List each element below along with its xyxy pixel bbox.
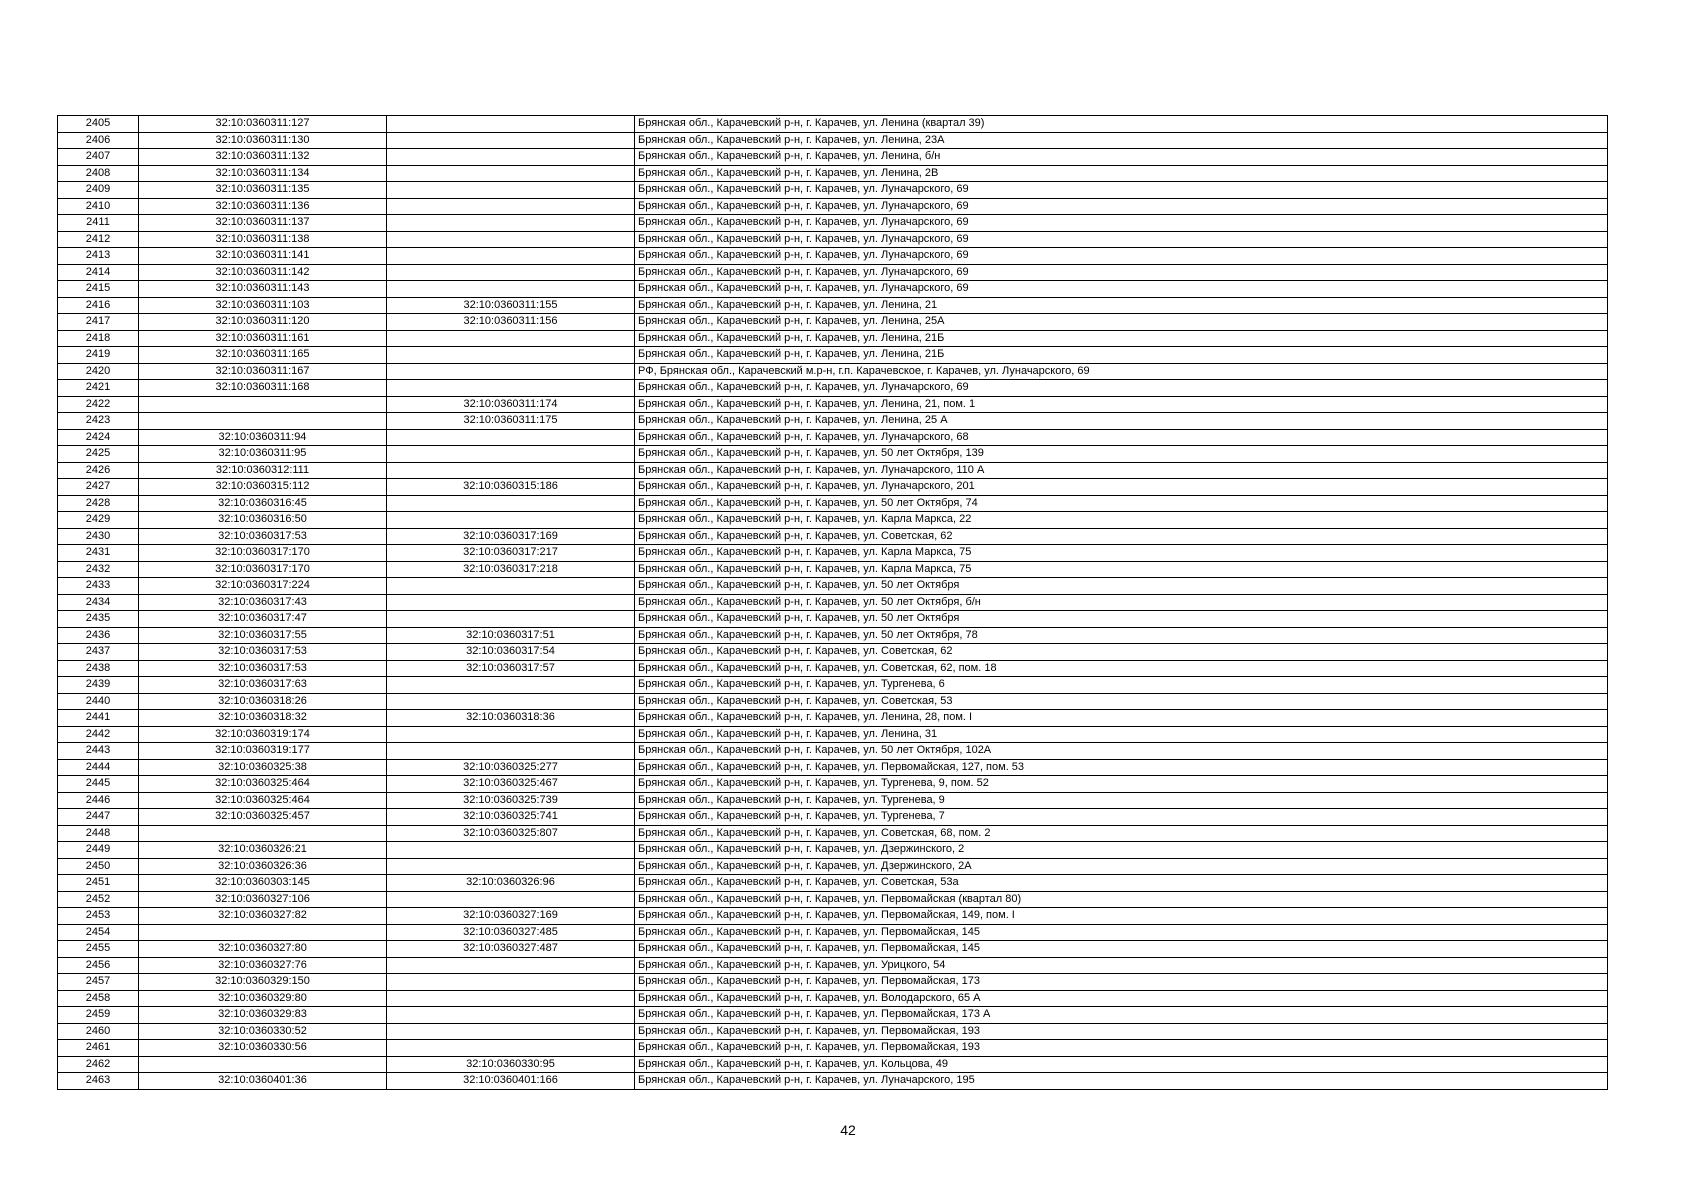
cadastral-number-cell: 32:10:0360329:83 xyxy=(139,1007,387,1024)
address-cell: Брянская обл., Карачевский р-н, г. Карачев, ул. Ленина, 21Б xyxy=(635,330,1608,347)
cadastral-number-cell: 32:10:0360303:145 xyxy=(139,875,387,892)
address-cell: Брянская обл., Карачевский р-н, г. Карачев, ул. Луначарского, 69 xyxy=(635,198,1608,215)
table-row xyxy=(58,924,1608,941)
cadastral-number-cell: 32:10:0360311:95 xyxy=(139,446,387,463)
related-cadastral-number-cell xyxy=(387,429,635,446)
cadastral-number-cell: 32:10:0360311:161 xyxy=(139,330,387,347)
row-number-cell: 2459 xyxy=(58,1007,139,1024)
row-number-cell: 2435 xyxy=(58,611,139,628)
cadastral-number-cell: 32:10:0360317:53 xyxy=(139,644,387,661)
cadastral-number-cell: 32:10:0360311:167 xyxy=(139,363,387,380)
related-cadastral-number-cell xyxy=(387,1023,635,1040)
address-cell: Брянская обл., Карачевский р-н, г. Карачев, ул. Ленина, 21, пом. 1 xyxy=(635,396,1608,413)
cadastral-number-cell xyxy=(139,825,387,842)
address-cell: Брянская обл., Карачевский р-н, г. Карачев, ул. Кольцова, 49 xyxy=(635,1056,1608,1073)
related-cadastral-number-cell xyxy=(387,990,635,1007)
address-cell: Брянская обл., Карачевский р-н, г. Карачев, ул. Луначарского, 110 А xyxy=(635,462,1608,479)
cadastral-number-cell: 32:10:0360319:174 xyxy=(139,726,387,743)
table-row xyxy=(58,462,1608,479)
table-row xyxy=(58,825,1608,842)
row-number-cell: 2432 xyxy=(58,561,139,578)
row-number-cell: 2450 xyxy=(58,858,139,875)
cadastral-number-cell: 32:10:0360327:80 xyxy=(139,941,387,958)
row-number-cell: 2429 xyxy=(58,512,139,529)
table-row xyxy=(58,132,1608,149)
table-row xyxy=(58,1040,1608,1057)
cadastral-number-cell: 32:10:0360325:464 xyxy=(139,792,387,809)
address-cell: Брянская обл., Карачевский р-н, г. Карачев, ул. Первомайская, 127, пом. 53 xyxy=(635,759,1608,776)
cadastral-number-cell: 32:10:0360311:103 xyxy=(139,297,387,314)
table-row xyxy=(58,314,1608,331)
table-row xyxy=(58,215,1608,232)
address-cell: Брянская обл., Карачевский р-н, г. Карачев, ул. Карла Маркса, 22 xyxy=(635,512,1608,529)
table-row xyxy=(58,660,1608,677)
related-cadastral-number-cell xyxy=(387,198,635,215)
address-cell: Брянская обл., Карачевский р-н, г. Карачев, ул. Луначарского, 201 xyxy=(635,479,1608,496)
table-row xyxy=(58,264,1608,281)
registry-table xyxy=(57,115,1608,1090)
table-row xyxy=(58,743,1608,760)
row-number-cell: 2440 xyxy=(58,693,139,710)
related-cadastral-number-cell xyxy=(387,248,635,265)
address-cell: Брянская обл., Карачевский р-н, г. Карачев, ул. Ленина, 31 xyxy=(635,726,1608,743)
address-cell: Брянская обл., Карачевский р-н, г. Карачев, ул. 50 лет Октября xyxy=(635,611,1608,628)
related-cadastral-number-cell xyxy=(387,462,635,479)
address-cell: Брянская обл., Карачевский р-н, г. Карачев, ул. Первомайская, 145 xyxy=(635,924,1608,941)
table-row xyxy=(58,1023,1608,1040)
related-cadastral-number-cell xyxy=(387,858,635,875)
table-row xyxy=(58,759,1608,776)
row-number-cell: 2458 xyxy=(58,990,139,1007)
table-row xyxy=(58,182,1608,199)
related-cadastral-number-cell: 32:10:0360326:96 xyxy=(387,875,635,892)
cadastral-number-cell: 32:10:0360311:135 xyxy=(139,182,387,199)
address-cell: Брянская обл., Карачевский р-н, г. Карачев, ул. Луначарского, 69 xyxy=(635,248,1608,265)
address-cell: Брянская обл., Карачевский р-н, г. Карачев, ул. Первомайская, 193 xyxy=(635,1040,1608,1057)
related-cadastral-number-cell xyxy=(387,281,635,298)
row-number-cell: 2427 xyxy=(58,479,139,496)
table-row xyxy=(58,957,1608,974)
table-row xyxy=(58,347,1608,364)
related-cadastral-number-cell xyxy=(387,891,635,908)
cadastral-number-cell: 32:10:0360326:36 xyxy=(139,858,387,875)
table-row xyxy=(58,545,1608,562)
row-number-cell: 2431 xyxy=(58,545,139,562)
table-row xyxy=(58,248,1608,265)
cadastral-number-cell: 32:10:0360311:143 xyxy=(139,281,387,298)
cadastral-number-cell: 32:10:0360311:165 xyxy=(139,347,387,364)
address-cell: Брянская обл., Карачевский р-н, г. Карачев, ул. Луначарского, 69 xyxy=(635,264,1608,281)
table-row xyxy=(58,726,1608,743)
cadastral-number-cell: 32:10:0360329:150 xyxy=(139,974,387,991)
row-number-cell: 2457 xyxy=(58,974,139,991)
cadastral-number-cell: 32:10:0360325:457 xyxy=(139,809,387,826)
table-row xyxy=(58,479,1608,496)
related-cadastral-number-cell: 32:10:0360317:51 xyxy=(387,627,635,644)
cadastral-number-cell xyxy=(139,1056,387,1073)
related-cadastral-number-cell: 32:10:0360327:169 xyxy=(387,908,635,925)
table-row xyxy=(58,561,1608,578)
cadastral-number-cell: 32:10:0360317:224 xyxy=(139,578,387,595)
related-cadastral-number-cell xyxy=(387,726,635,743)
related-cadastral-number-cell xyxy=(387,380,635,397)
cadastral-number-cell: 32:10:0360311:134 xyxy=(139,165,387,182)
address-cell: Брянская обл., Карачевский р-н, г. Карачев, ул. Ленина, 28, пом. I xyxy=(635,710,1608,727)
related-cadastral-number-cell xyxy=(387,957,635,974)
table-row xyxy=(58,627,1608,644)
related-cadastral-number-cell xyxy=(387,347,635,364)
row-number-cell: 2434 xyxy=(58,594,139,611)
cadastral-number-cell xyxy=(139,396,387,413)
address-cell: Брянская обл., Карачевский р-н, г. Карачев, ул. Луначарского, 69 xyxy=(635,281,1608,298)
related-cadastral-number-cell: 32:10:0360317:218 xyxy=(387,561,635,578)
address-cell: Брянская обл., Карачевский р-н, г. Карачев, ул. Первомайская (квартал 80) xyxy=(635,891,1608,908)
address-cell: Брянская обл., Карачевский р-н, г. Карачев, ул. Ленина (квартал 39) xyxy=(635,116,1608,133)
address-cell: Брянская обл., Карачевский р-н, г. Карачев, ул. Советская, 62 xyxy=(635,644,1608,661)
cadastral-number-cell: 32:10:0360327:106 xyxy=(139,891,387,908)
cadastral-number-cell: 32:10:0360318:32 xyxy=(139,710,387,727)
cadastral-number-cell: 32:10:0360317:63 xyxy=(139,677,387,694)
address-cell: Брянская обл., Карачевский р-н, г. Карачев, ул. Володарского, 65 А xyxy=(635,990,1608,1007)
cadastral-number-cell: 32:10:0360325:38 xyxy=(139,759,387,776)
row-number-cell: 2425 xyxy=(58,446,139,463)
related-cadastral-number-cell xyxy=(387,446,635,463)
table-row xyxy=(58,891,1608,908)
address-cell: Брянская обл., Карачевский р-н, г. Карачев, ул. Луначарского, 68 xyxy=(635,429,1608,446)
related-cadastral-number-cell: 32:10:0360317:54 xyxy=(387,644,635,661)
cadastral-number-cell: 32:10:0360316:45 xyxy=(139,495,387,512)
table-row xyxy=(58,792,1608,809)
address-cell: Брянская обл., Карачевский р-н, г. Карачев, ул. Дзержинского, 2А xyxy=(635,858,1608,875)
address-cell: Брянская обл., Карачевский р-н, г. Карачев, ул. Ленина, 25 А xyxy=(635,413,1608,430)
related-cadastral-number-cell xyxy=(387,132,635,149)
related-cadastral-number-cell xyxy=(387,363,635,380)
address-cell: Брянская обл., Карачевский р-н, г. Карачев, ул. Первомайская, 145 xyxy=(635,941,1608,958)
address-cell: Брянская обл., Карачевский р-н, г. Карачев, ул. 50 лет Октября, 139 xyxy=(635,446,1608,463)
related-cadastral-number-cell: 32:10:0360327:485 xyxy=(387,924,635,941)
address-cell: Брянская обл., Карачевский р-н, г. Карачев, ул. 50 лет Октября, 74 xyxy=(635,495,1608,512)
cadastral-number-cell: 32:10:0360317:170 xyxy=(139,545,387,562)
related-cadastral-number-cell xyxy=(387,116,635,133)
row-number-cell: 2416 xyxy=(58,297,139,314)
address-cell: Брянская обл., Карачевский р-н, г. Карачев, ул. 50 лет Октября, 78 xyxy=(635,627,1608,644)
row-number-cell: 2461 xyxy=(58,1040,139,1057)
related-cadastral-number-cell: 32:10:0360325:467 xyxy=(387,776,635,793)
row-number-cell: 2412 xyxy=(58,231,139,248)
related-cadastral-number-cell: 32:10:0360327:487 xyxy=(387,941,635,958)
address-cell: Брянская обл., Карачевский р-н, г. Карачев, ул. Ленина, 21Б xyxy=(635,347,1608,364)
address-cell: Брянская обл., Карачевский р-н, г. Карачев, ул. Ленина, б/н xyxy=(635,149,1608,166)
row-number-cell: 2444 xyxy=(58,759,139,776)
address-cell: Брянская обл., Карачевский р-н, г. Карачев, ул. Дзержинского, 2 xyxy=(635,842,1608,859)
table-row xyxy=(58,1007,1608,1024)
table-row xyxy=(58,116,1608,133)
address-cell: РФ, Брянская обл., Карачевский м.р-н, г.п. Карачевское, г. Карачев, ул. Луначарского, 69 xyxy=(635,363,1608,380)
related-cadastral-number-cell xyxy=(387,677,635,694)
cadastral-number-cell: 32:10:0360401:36 xyxy=(139,1073,387,1090)
address-cell: Брянская обл., Карачевский р-н, г. Карачев, ул. Советская, 62, пом. 18 xyxy=(635,660,1608,677)
address-cell: Брянская обл., Карачевский р-н, г. Карачев, ул. Луначарского, 69 xyxy=(635,215,1608,232)
cadastral-number-cell: 32:10:0360319:177 xyxy=(139,743,387,760)
cadastral-number-cell: 32:10:0360311:142 xyxy=(139,264,387,281)
table-row xyxy=(58,594,1608,611)
table-row xyxy=(58,710,1608,727)
address-cell: Брянская обл., Карачевский р-н, г. Карачев, ул. Ленина, 2В xyxy=(635,165,1608,182)
address-cell: Брянская обл., Карачевский р-н, г. Карачев, ул. Луначарского, 69 xyxy=(635,182,1608,199)
table-row xyxy=(58,149,1608,166)
cadastral-number-cell: 32:10:0360318:26 xyxy=(139,693,387,710)
cadastral-number-cell: 32:10:0360317:53 xyxy=(139,660,387,677)
cadastral-number-cell: 32:10:0360312:111 xyxy=(139,462,387,479)
row-number-cell: 2414 xyxy=(58,264,139,281)
table-row xyxy=(58,974,1608,991)
table-row xyxy=(58,809,1608,826)
related-cadastral-number-cell xyxy=(387,495,635,512)
related-cadastral-number-cell xyxy=(387,842,635,859)
address-cell: Брянская обл., Карачевский р-н, г. Карачев, ул. Ленина, 21 xyxy=(635,297,1608,314)
cadastral-number-cell: 32:10:0360317:43 xyxy=(139,594,387,611)
table-row xyxy=(58,512,1608,529)
related-cadastral-number-cell xyxy=(387,512,635,529)
address-cell: Брянская обл., Карачевский р-н, г. Карачев, ул. Луначарского, 69 xyxy=(635,231,1608,248)
row-number-cell: 2442 xyxy=(58,726,139,743)
cadastral-number-cell: 32:10:0360327:82 xyxy=(139,908,387,925)
cadastral-number-cell: 32:10:0360330:56 xyxy=(139,1040,387,1057)
related-cadastral-number-cell xyxy=(387,743,635,760)
related-cadastral-number-cell: 32:10:0360311:156 xyxy=(387,314,635,331)
row-number-cell: 2420 xyxy=(58,363,139,380)
row-number-cell: 2460 xyxy=(58,1023,139,1040)
cadastral-number-cell: 32:10:0360311:141 xyxy=(139,248,387,265)
table-row xyxy=(58,231,1608,248)
table-row xyxy=(58,1073,1608,1090)
address-cell: Брянская обл., Карачевский р-н, г. Карачев, ул. Первомайская, 193 xyxy=(635,1023,1608,1040)
address-cell: Брянская обл., Карачевский р-н, г. Карачев, ул. 50 лет Октября, б/н xyxy=(635,594,1608,611)
row-number-cell: 2451 xyxy=(58,875,139,892)
row-number-cell: 2446 xyxy=(58,792,139,809)
row-number-cell: 2415 xyxy=(58,281,139,298)
related-cadastral-number-cell: 32:10:0360325:807 xyxy=(387,825,635,842)
row-number-cell: 2438 xyxy=(58,660,139,677)
table-row xyxy=(58,429,1608,446)
address-cell: Брянская обл., Карачевский р-н, г. Карачев, ул. Ленина, 25А xyxy=(635,314,1608,331)
related-cadastral-number-cell xyxy=(387,578,635,595)
row-number-cell: 2426 xyxy=(58,462,139,479)
row-number-cell: 2445 xyxy=(58,776,139,793)
cadastral-number-cell: 32:10:0360317:170 xyxy=(139,561,387,578)
related-cadastral-number-cell: 32:10:0360311:174 xyxy=(387,396,635,413)
row-number-cell: 2436 xyxy=(58,627,139,644)
cadastral-number-cell: 32:10:0360311:137 xyxy=(139,215,387,232)
related-cadastral-number-cell: 32:10:0360315:186 xyxy=(387,479,635,496)
row-number-cell: 2423 xyxy=(58,413,139,430)
row-number-cell: 2407 xyxy=(58,149,139,166)
registry-table-body xyxy=(58,116,1608,1090)
table-row xyxy=(58,1056,1608,1073)
address-cell: Брянская обл., Карачевский р-н, г. Карачев, ул. Первомайская, 173 А xyxy=(635,1007,1608,1024)
table-row xyxy=(58,198,1608,215)
row-number-cell: 2441 xyxy=(58,710,139,727)
related-cadastral-number-cell xyxy=(387,693,635,710)
address-cell: Брянская обл., Карачевский р-н, г. Карачев, ул. Советская, 62 xyxy=(635,528,1608,545)
related-cadastral-number-cell: 32:10:0360317:169 xyxy=(387,528,635,545)
related-cadastral-number-cell xyxy=(387,611,635,628)
address-cell: Брянская обл., Карачевский р-н, г. Карачев, ул. Советская, 53 xyxy=(635,693,1608,710)
related-cadastral-number-cell xyxy=(387,149,635,166)
related-cadastral-number-cell xyxy=(387,594,635,611)
address-cell: Брянская обл., Карачевский р-н, г. Карачев, ул. 50 лет Октября, 102А xyxy=(635,743,1608,760)
row-number-cell: 2417 xyxy=(58,314,139,331)
row-number-cell: 2463 xyxy=(58,1073,139,1090)
row-number-cell: 2439 xyxy=(58,677,139,694)
table-row xyxy=(58,165,1608,182)
related-cadastral-number-cell: 32:10:0360318:36 xyxy=(387,710,635,727)
address-cell: Брянская обл., Карачевский р-н, г. Карачев, ул. Первомайская, 149, пом. I xyxy=(635,908,1608,925)
table-row xyxy=(58,380,1608,397)
cadastral-number-cell: 32:10:0360329:80 xyxy=(139,990,387,1007)
address-cell: Брянская обл., Карачевский р-н, г. Карачев, ул. Тургенева, 7 xyxy=(635,809,1608,826)
table-row xyxy=(58,413,1608,430)
address-cell: Брянская обл., Карачевский р-н, г. Карачев, ул. Тургенева, 6 xyxy=(635,677,1608,694)
cadastral-number-cell: 32:10:0360317:53 xyxy=(139,528,387,545)
cadastral-number-cell: 32:10:0360311:168 xyxy=(139,380,387,397)
row-number-cell: 2453 xyxy=(58,908,139,925)
related-cadastral-number-cell xyxy=(387,1040,635,1057)
page-number: 42 xyxy=(840,1122,856,1138)
address-cell: Брянская обл., Карачевский р-н, г. Карачев, ул. Урицкого, 54 xyxy=(635,957,1608,974)
table-row xyxy=(58,578,1608,595)
table-row xyxy=(58,842,1608,859)
row-number-cell: 2422 xyxy=(58,396,139,413)
address-cell: Брянская обл., Карачевский р-н, г. Карачев, ул. Ленина, 23А xyxy=(635,132,1608,149)
related-cadastral-number-cell xyxy=(387,215,635,232)
address-cell: Брянская обл., Карачевский р-н, г. Карачев, ул. Карла Маркса, 75 xyxy=(635,545,1608,562)
row-number-cell: 2437 xyxy=(58,644,139,661)
related-cadastral-number-cell: 32:10:0360401:166 xyxy=(387,1073,635,1090)
cadastral-number-cell: 32:10:0360327:76 xyxy=(139,957,387,974)
row-number-cell: 2411 xyxy=(58,215,139,232)
row-number-cell: 2430 xyxy=(58,528,139,545)
row-number-cell: 2410 xyxy=(58,198,139,215)
table-row xyxy=(58,297,1608,314)
cadastral-number-cell xyxy=(139,413,387,430)
cadastral-number-cell: 32:10:0360326:21 xyxy=(139,842,387,859)
cadastral-number-cell: 32:10:0360317:55 xyxy=(139,627,387,644)
cadastral-number-cell: 32:10:0360317:47 xyxy=(139,611,387,628)
address-cell: Брянская обл., Карачевский р-н, г. Карачев, ул. Луначарского, 195 xyxy=(635,1073,1608,1090)
table-row xyxy=(58,776,1608,793)
cadastral-number-cell: 32:10:0360311:120 xyxy=(139,314,387,331)
table-row xyxy=(58,363,1608,380)
table-row xyxy=(58,677,1608,694)
row-number-cell: 2409 xyxy=(58,182,139,199)
address-cell: Брянская обл., Карачевский р-н, г. Карачев, ул. Тургенева, 9 xyxy=(635,792,1608,809)
table-row xyxy=(58,990,1608,1007)
related-cadastral-number-cell: 32:10:0360311:175 xyxy=(387,413,635,430)
table-row xyxy=(58,611,1608,628)
related-cadastral-number-cell: 32:10:0360325:739 xyxy=(387,792,635,809)
table-row xyxy=(58,446,1608,463)
table-row xyxy=(58,858,1608,875)
row-number-cell: 2455 xyxy=(58,941,139,958)
row-number-cell: 2405 xyxy=(58,116,139,133)
row-number-cell: 2449 xyxy=(58,842,139,859)
row-number-cell: 2443 xyxy=(58,743,139,760)
related-cadastral-number-cell: 32:10:0360325:277 xyxy=(387,759,635,776)
row-number-cell: 2433 xyxy=(58,578,139,595)
related-cadastral-number-cell: 32:10:0360311:155 xyxy=(387,297,635,314)
cadastral-number-cell: 32:10:0360330:52 xyxy=(139,1023,387,1040)
related-cadastral-number-cell xyxy=(387,1007,635,1024)
cadastral-number-cell: 32:10:0360311:127 xyxy=(139,116,387,133)
cadastral-number-cell: 32:10:0360316:50 xyxy=(139,512,387,529)
table-row xyxy=(58,396,1608,413)
related-cadastral-number-cell xyxy=(387,974,635,991)
row-number-cell: 2454 xyxy=(58,924,139,941)
row-number-cell: 2419 xyxy=(58,347,139,364)
address-cell: Брянская обл., Карачевский р-н, г. Карачев, ул. 50 лет Октября xyxy=(635,578,1608,595)
table-row xyxy=(58,693,1608,710)
row-number-cell: 2424 xyxy=(58,429,139,446)
table-row xyxy=(58,941,1608,958)
cadastral-number-cell: 32:10:0360311:94 xyxy=(139,429,387,446)
table-row xyxy=(58,644,1608,661)
related-cadastral-number-cell: 32:10:0360325:741 xyxy=(387,809,635,826)
related-cadastral-number-cell xyxy=(387,231,635,248)
table-row xyxy=(58,495,1608,512)
cadastral-number-cell: 32:10:0360311:138 xyxy=(139,231,387,248)
row-number-cell: 2418 xyxy=(58,330,139,347)
row-number-cell: 2462 xyxy=(58,1056,139,1073)
address-cell: Брянская обл., Карачевский р-н, г. Карачев, ул. Карла Маркса, 75 xyxy=(635,561,1608,578)
row-number-cell: 2428 xyxy=(58,495,139,512)
table-row xyxy=(58,528,1608,545)
table-row xyxy=(58,281,1608,298)
address-cell: Брянская обл., Карачевский р-н, г. Карачев, ул. Советская, 53а xyxy=(635,875,1608,892)
row-number-cell: 2456 xyxy=(58,957,139,974)
cadastral-number-cell: 32:10:0360311:130 xyxy=(139,132,387,149)
related-cadastral-number-cell xyxy=(387,182,635,199)
row-number-cell: 2421 xyxy=(58,380,139,397)
related-cadastral-number-cell: 32:10:0360330:95 xyxy=(387,1056,635,1073)
related-cadastral-number-cell xyxy=(387,264,635,281)
cadastral-number-cell: 32:10:0360311:132 xyxy=(139,149,387,166)
address-cell: Брянская обл., Карачевский р-н, г. Карачев, ул. Тургенева, 9, пом. 52 xyxy=(635,776,1608,793)
row-number-cell: 2448 xyxy=(58,825,139,842)
address-cell: Брянская обл., Карачевский р-н, г. Карачев, ул. Первомайская, 173 xyxy=(635,974,1608,991)
address-cell: Брянская обл., Карачевский р-н, г. Карачев, ул. Советская, 68, пом. 2 xyxy=(635,825,1608,842)
cadastral-number-cell: 32:10:0360325:464 xyxy=(139,776,387,793)
table-row xyxy=(58,330,1608,347)
address-cell: Брянская обл., Карачевский р-н, г. Карачев, ул. Луначарского, 69 xyxy=(635,380,1608,397)
row-number-cell: 2413 xyxy=(58,248,139,265)
row-number-cell: 2408 xyxy=(58,165,139,182)
row-number-cell: 2447 xyxy=(58,809,139,826)
related-cadastral-number-cell xyxy=(387,165,635,182)
cadastral-number-cell xyxy=(139,924,387,941)
cadastral-number-cell: 32:10:0360311:136 xyxy=(139,198,387,215)
table-row xyxy=(58,875,1608,892)
table-row xyxy=(58,908,1608,925)
row-number-cell: 2452 xyxy=(58,891,139,908)
related-cadastral-number-cell xyxy=(387,330,635,347)
cadastral-number-cell: 32:10:0360315:112 xyxy=(139,479,387,496)
related-cadastral-number-cell: 32:10:0360317:57 xyxy=(387,660,635,677)
related-cadastral-number-cell: 32:10:0360317:217 xyxy=(387,545,635,562)
row-number-cell: 2406 xyxy=(58,132,139,149)
